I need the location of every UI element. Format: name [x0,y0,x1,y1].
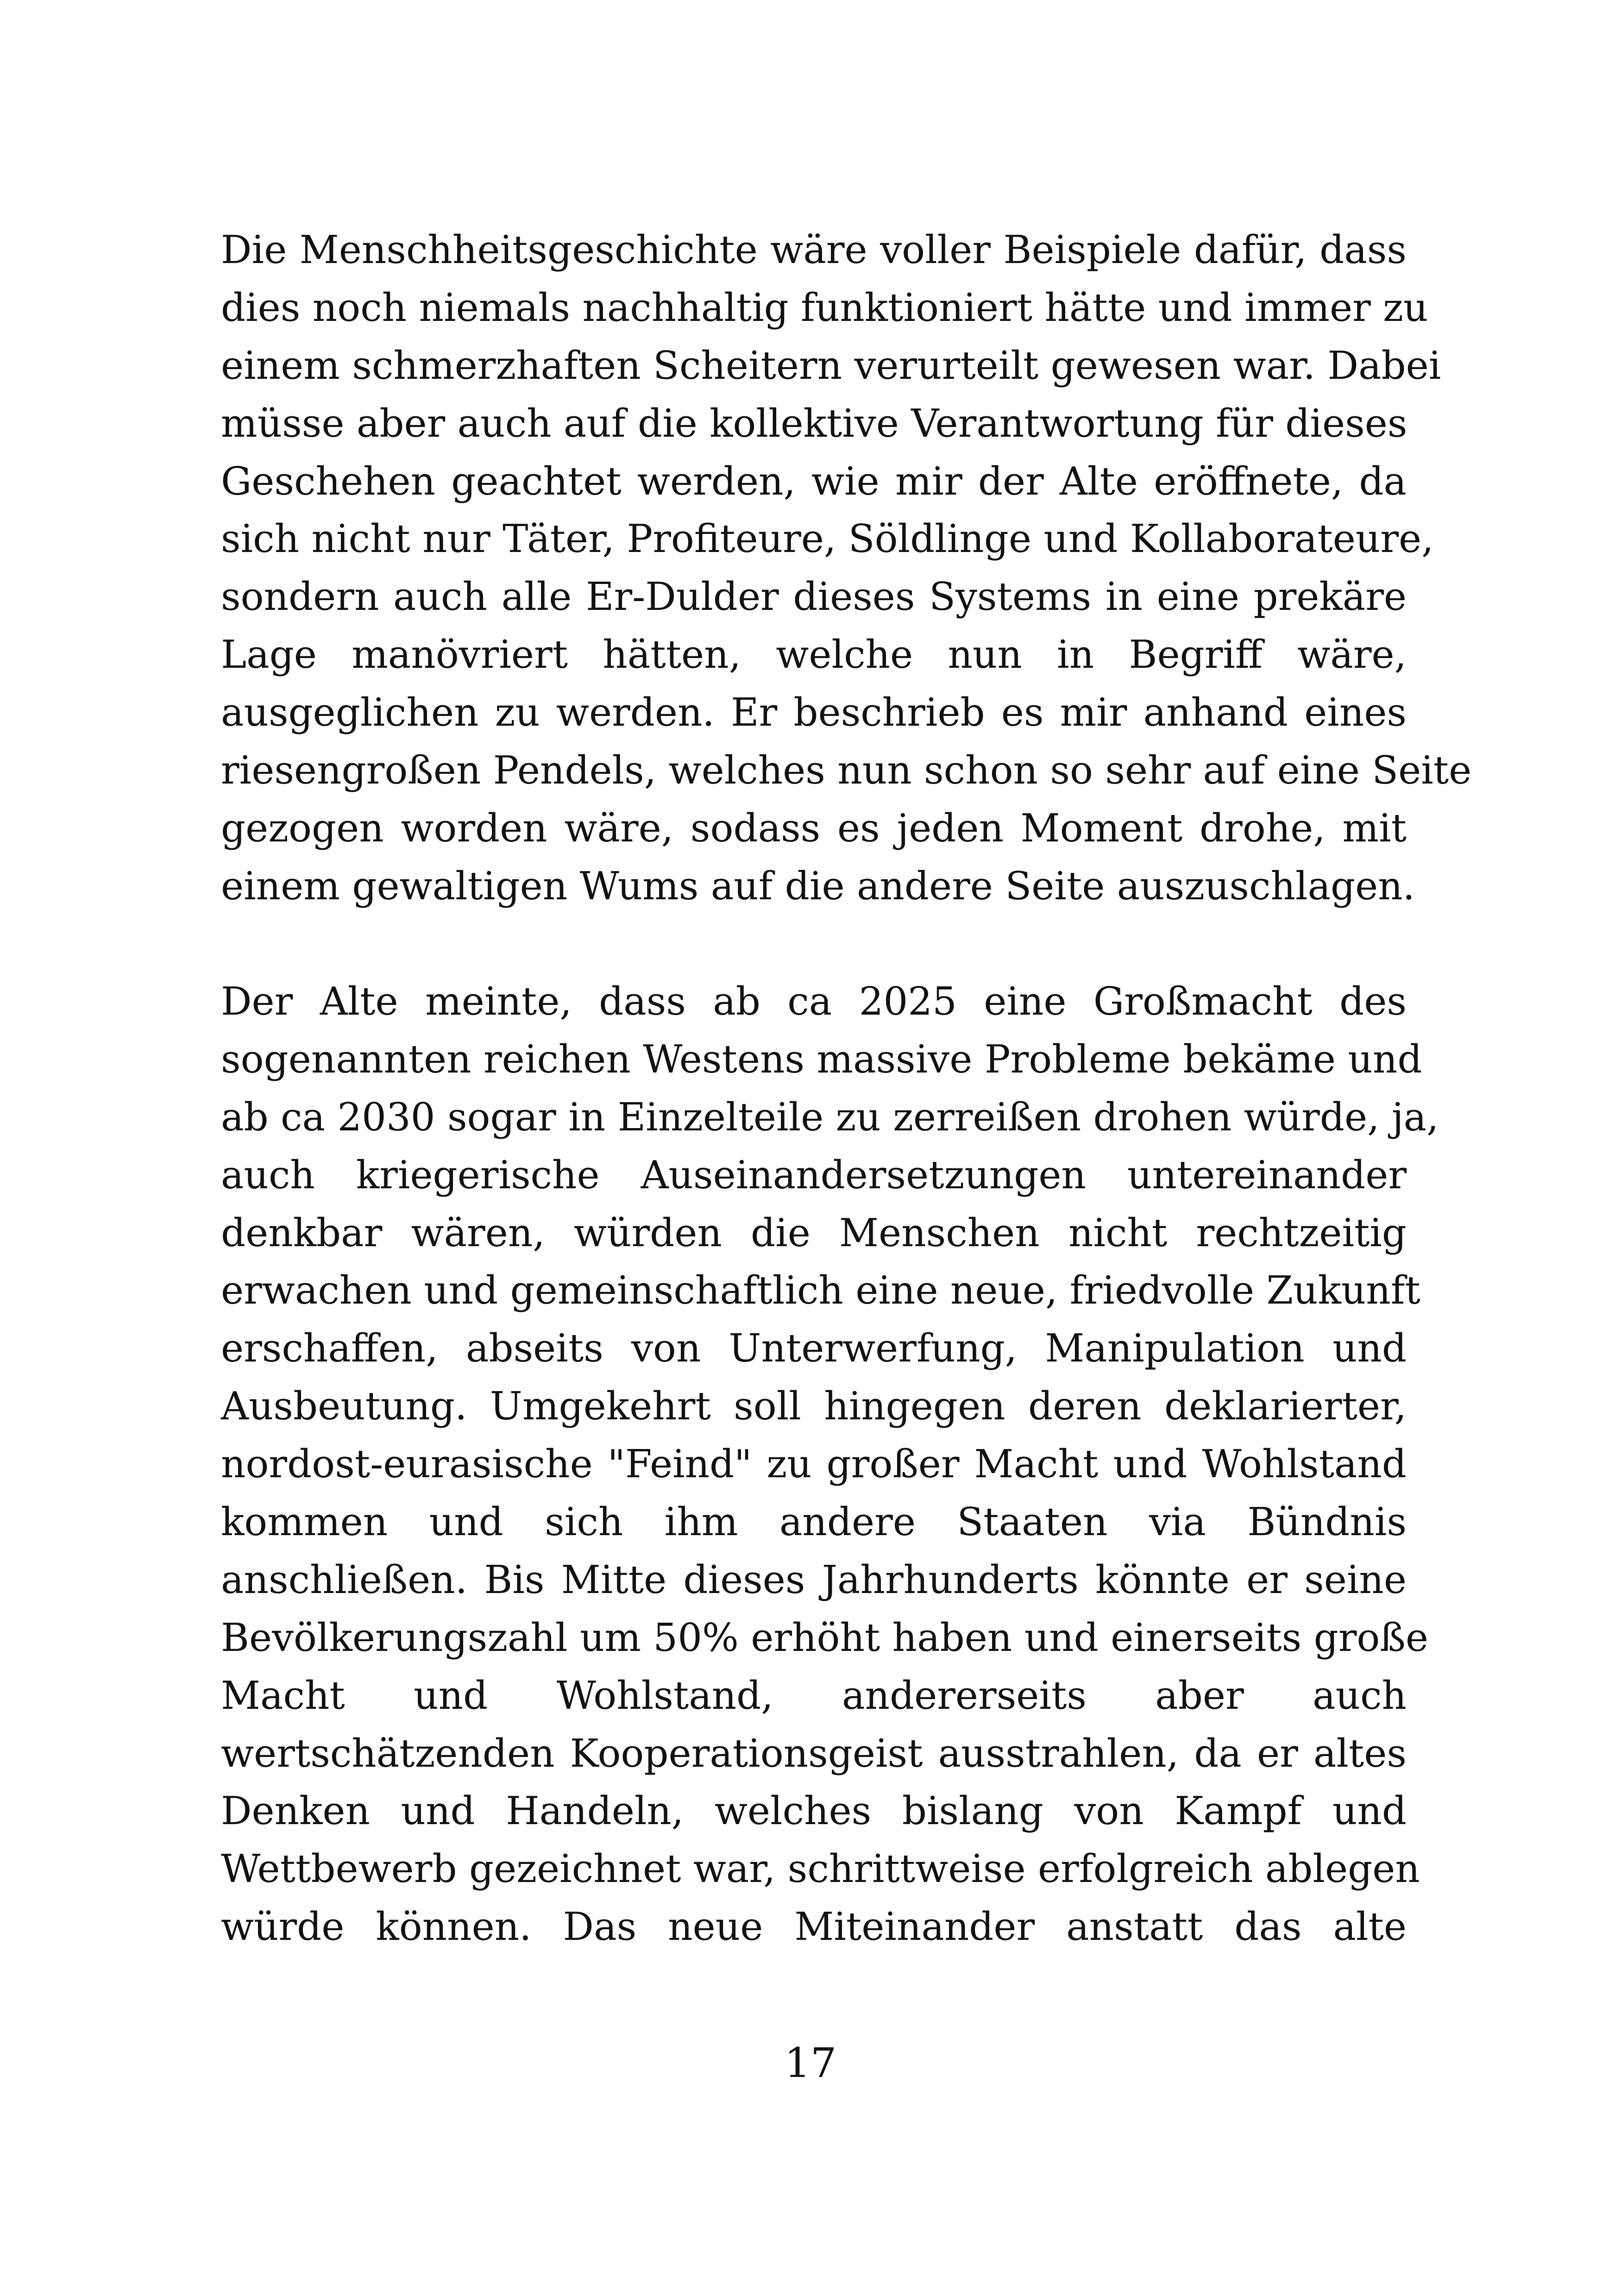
paragraph-2 [221,973,1439,1956]
text-line: Macht und Wohlstand, andererseits aber auch [221,1673,1407,1718]
text-line: ab ca 2030 sogar in Einzelteile zu zerreißen drohen würde, ja, [221,1094,1439,1140]
text-line: Ausbeutung. Umgekehrt soll hingegen deren deklarierter, [221,1384,1407,1429]
page-number: 17 [785,2039,836,2087]
text-line: sondern auch alle Er-Dulder dieses Systems in eine prekäre [221,574,1407,620]
text-line: Die Menschheitsgeschichte wäre voller Beispiele dafür, dass [221,227,1407,272]
text-line: wertschätzenden Kooperationsgeist ausstrahlen, da er altes [221,1731,1407,1776]
text-line: einem gewaltigen Wums auf die andere Seite auszuschlagen. [221,863,1415,909]
text-line: sogenannten reichen Westens massive Probleme bekäme und [221,1036,1422,1082]
text-line: auch kriegerische Auseinandersetzungen untereinander [221,1152,1407,1198]
paragraph-1 [221,221,1472,916]
text-line: riesengroßen Pendels, welches nun schon so sehr auf eine Seite [221,748,1472,793]
text-line: gezogen worden wäre, sodass es jeden Moment drohe, mit [221,805,1407,851]
text-line: Bevölkerungszahl um 50% erhöht haben und einerseits große [221,1615,1428,1660]
text-line: sich nicht nur Täter, Profiteure, Söldlinge und Kollaborateure, [221,516,1434,562]
text-line: würde können. Das neue Miteinander anstatt das alte [221,1904,1407,1950]
text-line: ausgeglichen zu werden. Er beschrieb es mir anhand eines [221,690,1407,735]
text-line: Denken und Handeln, welches bislang von Kampf und [221,1788,1407,1834]
text-line: erschaffen, abseits von Unterwerfung, Manipulation und [221,1326,1407,1371]
text-line: anschließen. Bis Mitte dieses Jahrhunderts könnte er seine [221,1557,1407,1602]
text-line: kommen und sich ihm andere Staaten via Bündnis [221,1499,1407,1545]
text-line: denkbar wären, würden die Menschen nicht rechtzeitig [221,1210,1407,1255]
text-line: dies noch niemals nachhaltig funktioniert hätte und immer zu [221,285,1428,330]
text-line: erwachen und gemeinschaftlich eine neue, friedvolle Zukunft [221,1268,1420,1313]
text-line: Der Alte meinte, dass ab ca 2025 eine Großmacht des [221,979,1407,1024]
text-line: Geschehen geachtet werden, wie mir der Alte eröffnete, da [221,458,1407,504]
text-line: Lage manövriert hätten, welche nun in Begriff wäre, [221,632,1407,678]
text-line: Wettbewerb gezeichnet war, schrittweise erfolgreich ablegen [221,1846,1420,1892]
text-line: müsse aber auch auf die kollektive Verantwortung für dieses [221,401,1407,446]
text-line: nordost-eurasische "Feind" zu großer Macht und Wohlstand [221,1442,1407,1487]
text-line: einem schmerzhaften Scheitern verurteilt gewesen war. Dabei [221,343,1441,388]
